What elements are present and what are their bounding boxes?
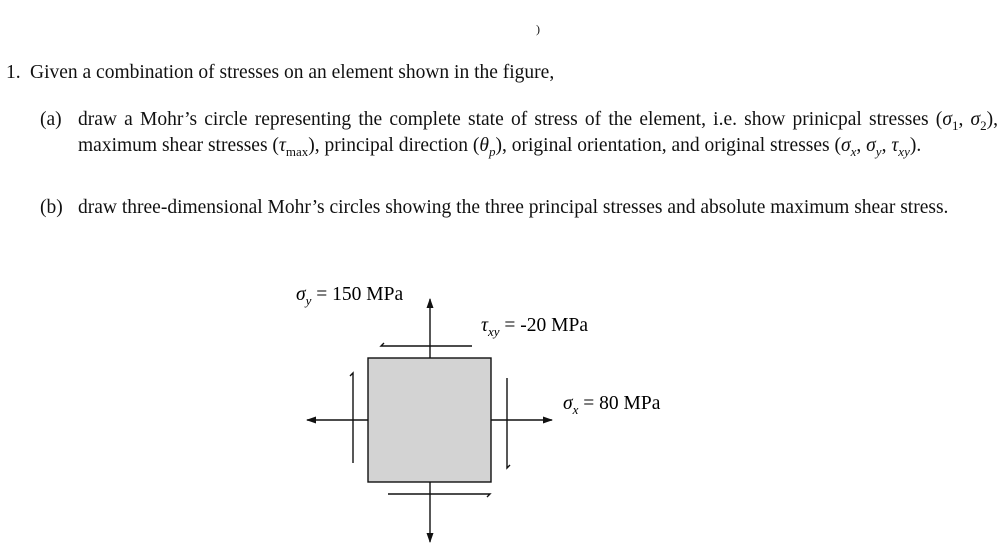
stress-element [368, 358, 491, 482]
tau-left-shear-line [350, 373, 353, 463]
problem-intro: Given a combination of stresses on an element shown in the figure, [30, 62, 555, 83]
tau-top-shear-line [381, 343, 472, 346]
sigma-y-label: $\sigma_y = 150$ MPa [296, 284, 404, 308]
part-b-label: (b) [40, 197, 63, 218]
page-fragment-mark: ) [536, 22, 540, 36]
part-a-text: draw a Mohr’s circle representing the complete state of stress of the element, i.e. show prinicpal stresses ($\sigma_1$, $\sigma_2$), maximum shear stresses $(\tau_{max})$, principal direction $(\theta_p)$, original orientation, and original stresses ($\sigma_x$, $\sigma_y$, $\tau_{xy}$). [78, 109, 999, 159]
problem-number: 1. [6, 62, 21, 83]
tau-bottom-shear-line [388, 494, 490, 497]
tau-xy-label: $\tau_{xy} = -20$ MPa [481, 315, 588, 339]
tau-right-shear-line [507, 378, 510, 468]
part-b-text: draw three-dimensional Mohr’s circles showing the three principal stresses and absolute maximum shear stress. [78, 197, 949, 218]
part-a-label: (a) [40, 109, 62, 130]
sigma-x-label: $\sigma_x = 80$ MPa [563, 393, 661, 417]
